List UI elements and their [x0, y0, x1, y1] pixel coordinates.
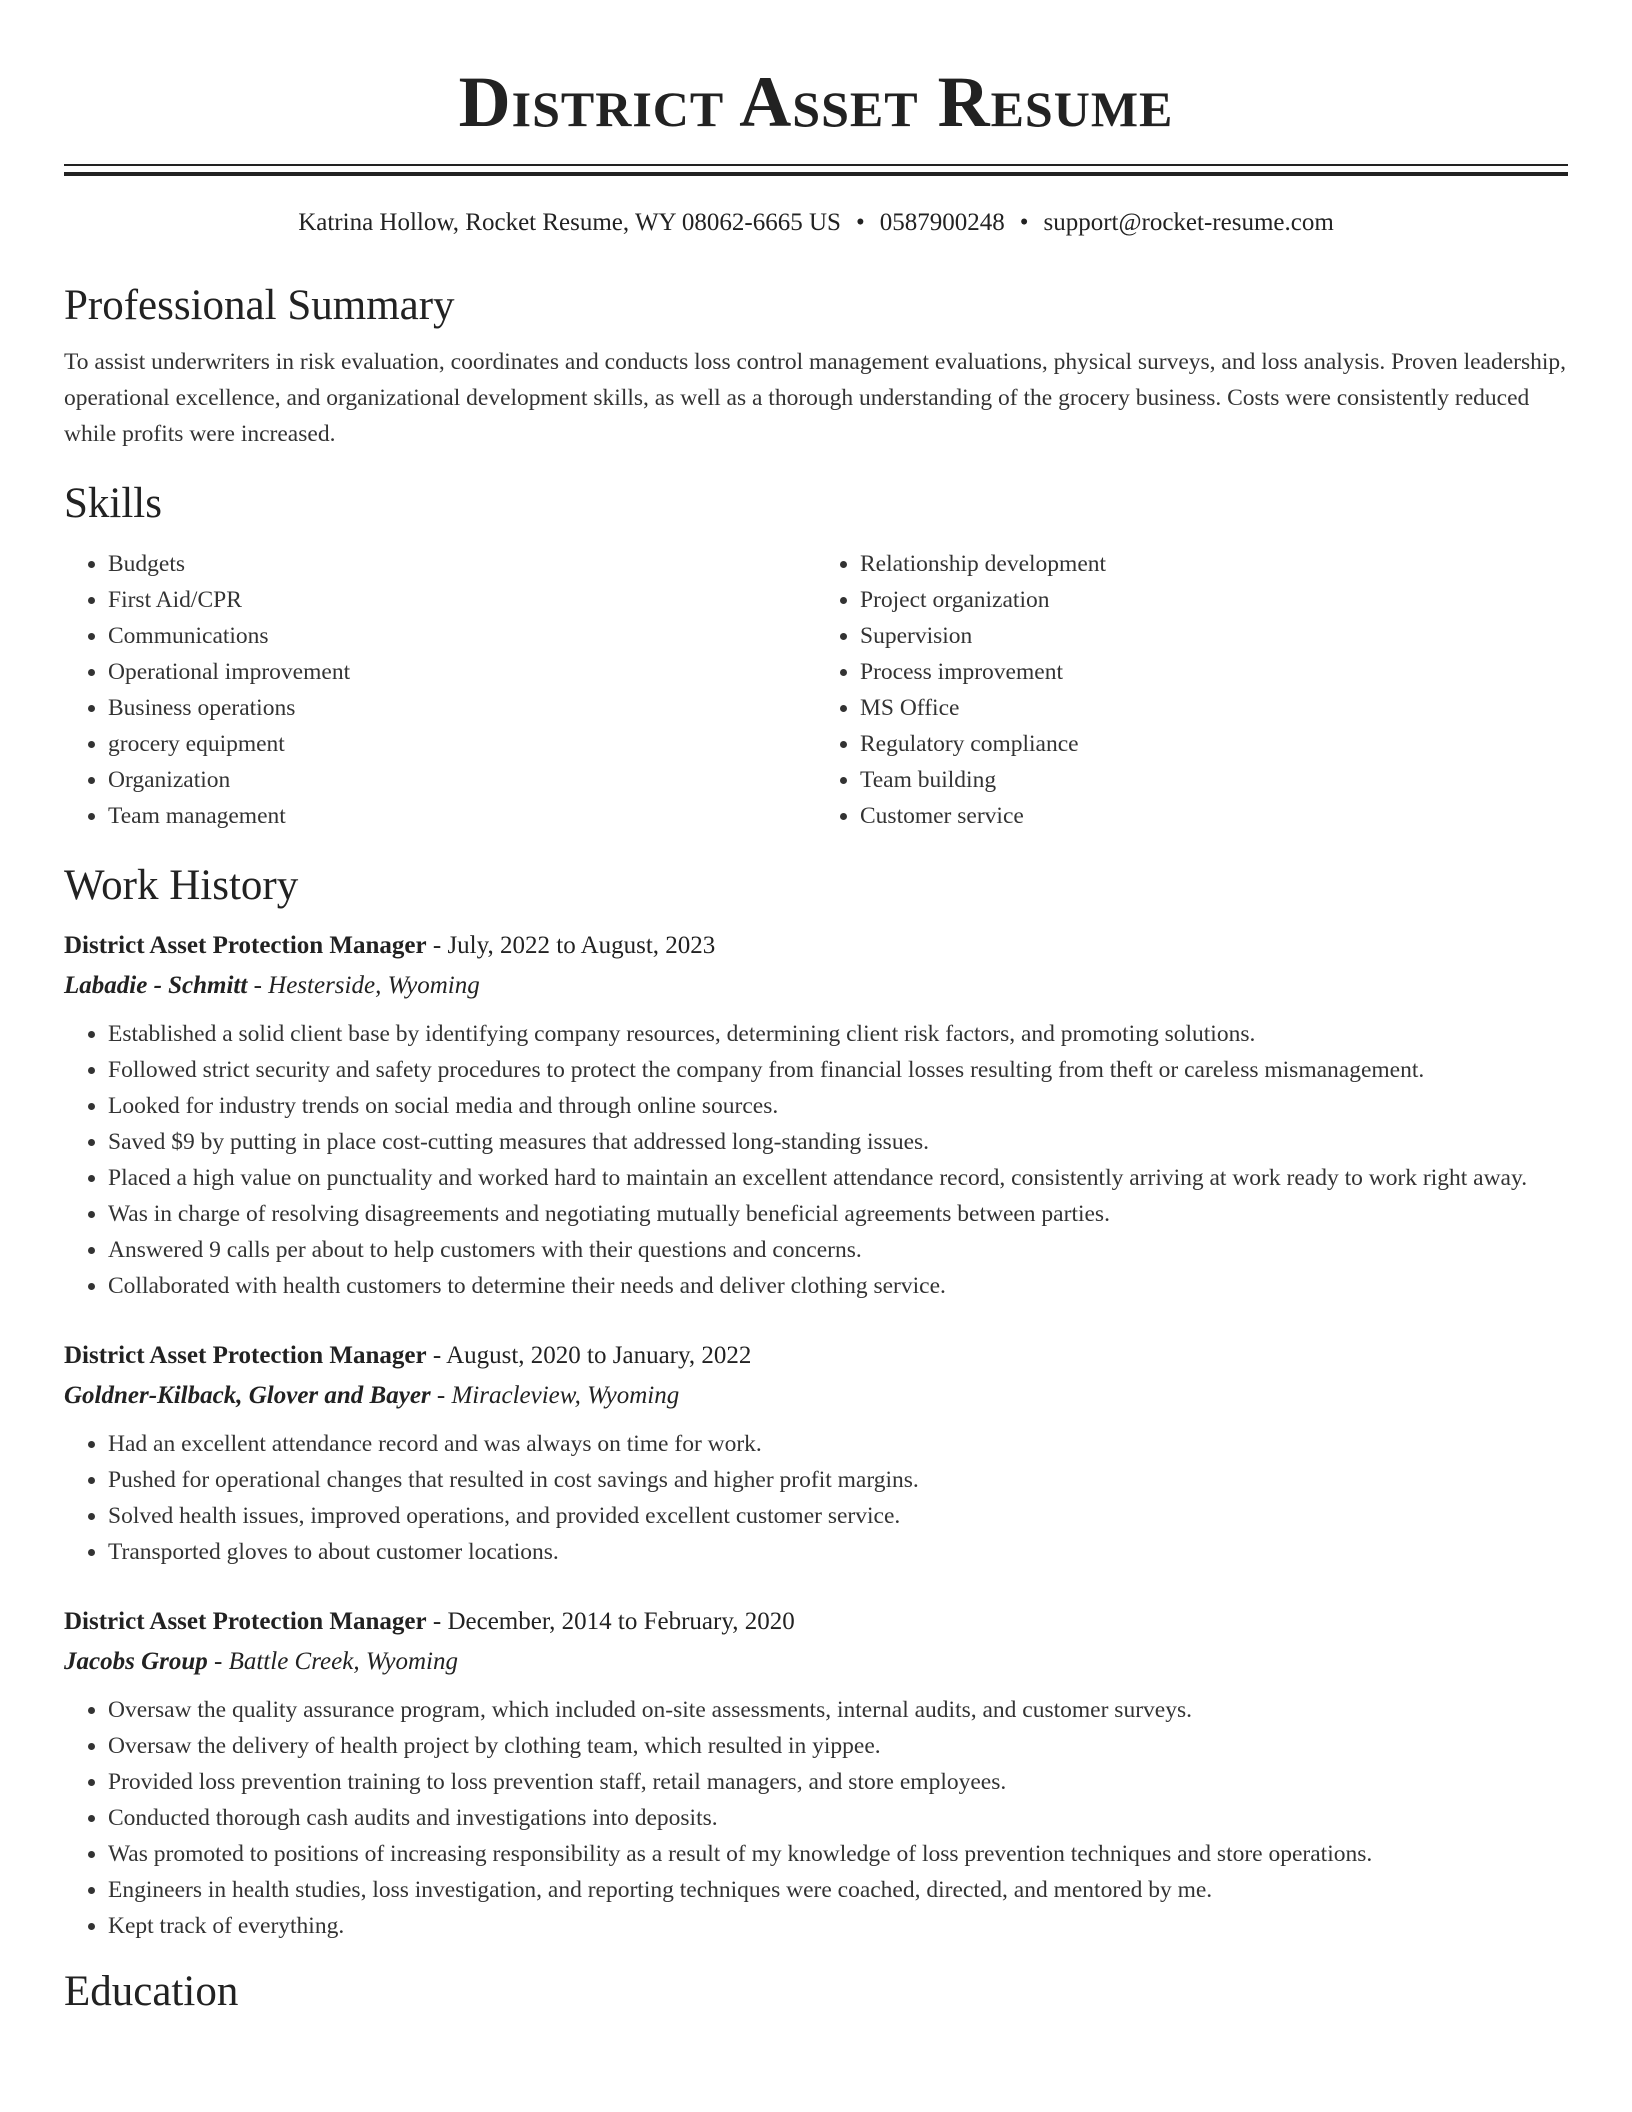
contact-email: support@rocket-resume.com — [1043, 209, 1334, 236]
job-bullet: • Was in charge of resolving disagreements and negotiating mutually beneficial agreements between parties. — [108, 1196, 1568, 1232]
job-entry — [64, 926, 1568, 1304]
job-title-line — [64, 1602, 1568, 1642]
contact-phone: 0587900248 — [879, 209, 1005, 236]
job-dash: - — [426, 1608, 448, 1635]
skill-item: • Supervision — [860, 618, 1568, 654]
job-dash: - — [426, 1342, 447, 1369]
employer-line — [64, 1642, 1568, 1682]
work-history-section — [64, 860, 1568, 1944]
summary-text: To assist underwriters in risk evaluation, coordinates and conducts loss control management evaluations, physical surveys, and loss analysis. Proven leadership, operational excellence, and organizational development skills, as well as a thorough understanding of the grocery business. Costs were consistently reduced while profits were increased. — [64, 349, 1567, 447]
contact-separator: • — [1019, 209, 1029, 236]
job-bullet: • Oversaw the delivery of health project by clothing team, which resulted in yippee. — [108, 1728, 1568, 1764]
contact-separator: • — [855, 209, 865, 236]
skill-item: • Business operations — [108, 690, 816, 726]
job-bullet: • Answered 9 calls per about to help customers with their questions and concerns. — [108, 1232, 1568, 1268]
skill-item: • Customer service — [860, 798, 1568, 834]
education-section — [64, 1966, 1568, 2018]
job-bullet: • Transported gloves to about customer locations. — [108, 1534, 1568, 1570]
job-dates: August, 2020 to January, 2022 — [446, 1342, 752, 1369]
skill-item: • Team building — [860, 762, 1568, 798]
skill-item: • Organization — [108, 762, 816, 798]
job-entry — [64, 1602, 1568, 1944]
employer-dash: - — [207, 1648, 229, 1675]
skills-columns — [64, 546, 1568, 834]
summary-heading: Professional Summary — [64, 282, 455, 329]
resume-title: District Asset Resume — [458, 62, 1174, 142]
job-bullets — [64, 1426, 1568, 1570]
job-dates: July, 2022 to August, 2023 — [447, 932, 716, 959]
job-bullet: • Had an excellent attendance record and was always on time for work. — [108, 1426, 1568, 1462]
employer-location: Hesterside, Wyoming — [268, 972, 480, 999]
skill-item: • Budgets — [108, 546, 816, 582]
education-heading: Education — [64, 1968, 239, 2015]
skill-item: • grocery equipment — [108, 726, 816, 762]
employer-name: Labadie - Schmitt — [64, 972, 248, 999]
job-bullet: • Saved $9 by putting in place cost-cutting measures that addressed long-standing issues. — [108, 1124, 1568, 1160]
employer-line — [64, 966, 1568, 1006]
contact-line — [64, 206, 1568, 240]
skill-item: • Project organization — [860, 582, 1568, 618]
job-bullet: • Engineers in health studies, loss investigation, and reporting techniques were coached, directed, and mentored by me. — [108, 1872, 1568, 1908]
job-bullet: • Pushed for operational changes that resulted in cost savings and higher profit margins. — [108, 1462, 1568, 1498]
job-bullets — [64, 1692, 1568, 1944]
skill-item: • MS Office — [860, 690, 1568, 726]
skills-list-right — [816, 546, 1568, 834]
job-bullet: • Oversaw the quality assurance program, which included on-site assessments, internal audits, and customer surveys. — [108, 1692, 1568, 1728]
skill-item: • First Aid/CPR — [108, 582, 816, 618]
job-bullet: • Looked for industry trends on social media and through online sources. — [108, 1088, 1568, 1124]
employer-dash: - — [247, 972, 269, 999]
skill-item: • Relationship development — [860, 546, 1568, 582]
skill-item: • Communications — [108, 618, 816, 654]
employer-name: Goldner-Kilback, Glover and Bayer — [64, 1382, 431, 1409]
job-bullet: • Solved health issues, improved operations, and provided excellent customer service. — [108, 1498, 1568, 1534]
job-bullet: • Kept track of everything. — [108, 1908, 1568, 1944]
job-title-line — [64, 926, 1568, 966]
employer-location: Battle Creek, Wyoming — [228, 1648, 458, 1675]
skill-item: • Team management — [108, 798, 816, 834]
employer-dash: - — [430, 1382, 452, 1409]
job-title: District Asset Protection Manager — [64, 932, 427, 959]
job-bullet: • Conducted thorough cash audits and investigations into deposits. — [108, 1800, 1568, 1836]
job-dates: December, 2014 to February, 2020 — [447, 1608, 795, 1635]
job-dash: - — [426, 932, 448, 959]
job-bullet: • Followed strict security and safety procedures to protect the company from financial losses resulting from theft or careless mismanagement. — [108, 1052, 1568, 1088]
employer-line — [64, 1376, 1568, 1416]
skills-heading: Skills — [64, 480, 162, 527]
employer-name: Jacobs Group — [64, 1648, 208, 1675]
skills-list-left — [64, 546, 816, 834]
skills-section — [64, 478, 1568, 834]
skill-item: • Operational improvement — [108, 654, 816, 690]
job-title-line — [64, 1336, 1568, 1376]
job-bullet: • Was promoted to positions of increasing responsibility as a result of my knowledge of loss prevention techniques and store operations. — [108, 1836, 1568, 1872]
work-history-heading: Work History — [64, 862, 299, 909]
job-bullet: • Established a solid client base by identifying company resources, determining client risk factors, and promoting solutions. — [108, 1016, 1568, 1052]
job-bullet: • Placed a high value on punctuality and worked hard to maintain an excellent attendance record, consistently arriving at work ready to work right away. — [108, 1160, 1568, 1196]
job-title: District Asset Protection Manager — [64, 1608, 427, 1635]
job-bullets — [64, 1016, 1568, 1304]
professional-summary-section — [64, 280, 1568, 452]
resume-page — [64, 0, 1568, 2018]
employer-location: Miracleview, Wyoming — [451, 1382, 680, 1409]
skill-item: • Process improvement — [860, 654, 1568, 690]
job-bullet: • Provided loss prevention training to loss prevention staff, retail managers, and store employees. — [108, 1764, 1568, 1800]
job-title: District Asset Protection Manager — [64, 1342, 427, 1369]
job-entry — [64, 1336, 1568, 1570]
skill-item: • Regulatory compliance — [860, 726, 1568, 762]
job-bullet: • Collaborated with health customers to determine their needs and deliver clothing service. — [108, 1268, 1568, 1304]
contact-address: Katrina Hollow, Rocket Resume, WY 08062-6665 US — [298, 209, 841, 236]
title-double-rule — [64, 164, 1568, 176]
